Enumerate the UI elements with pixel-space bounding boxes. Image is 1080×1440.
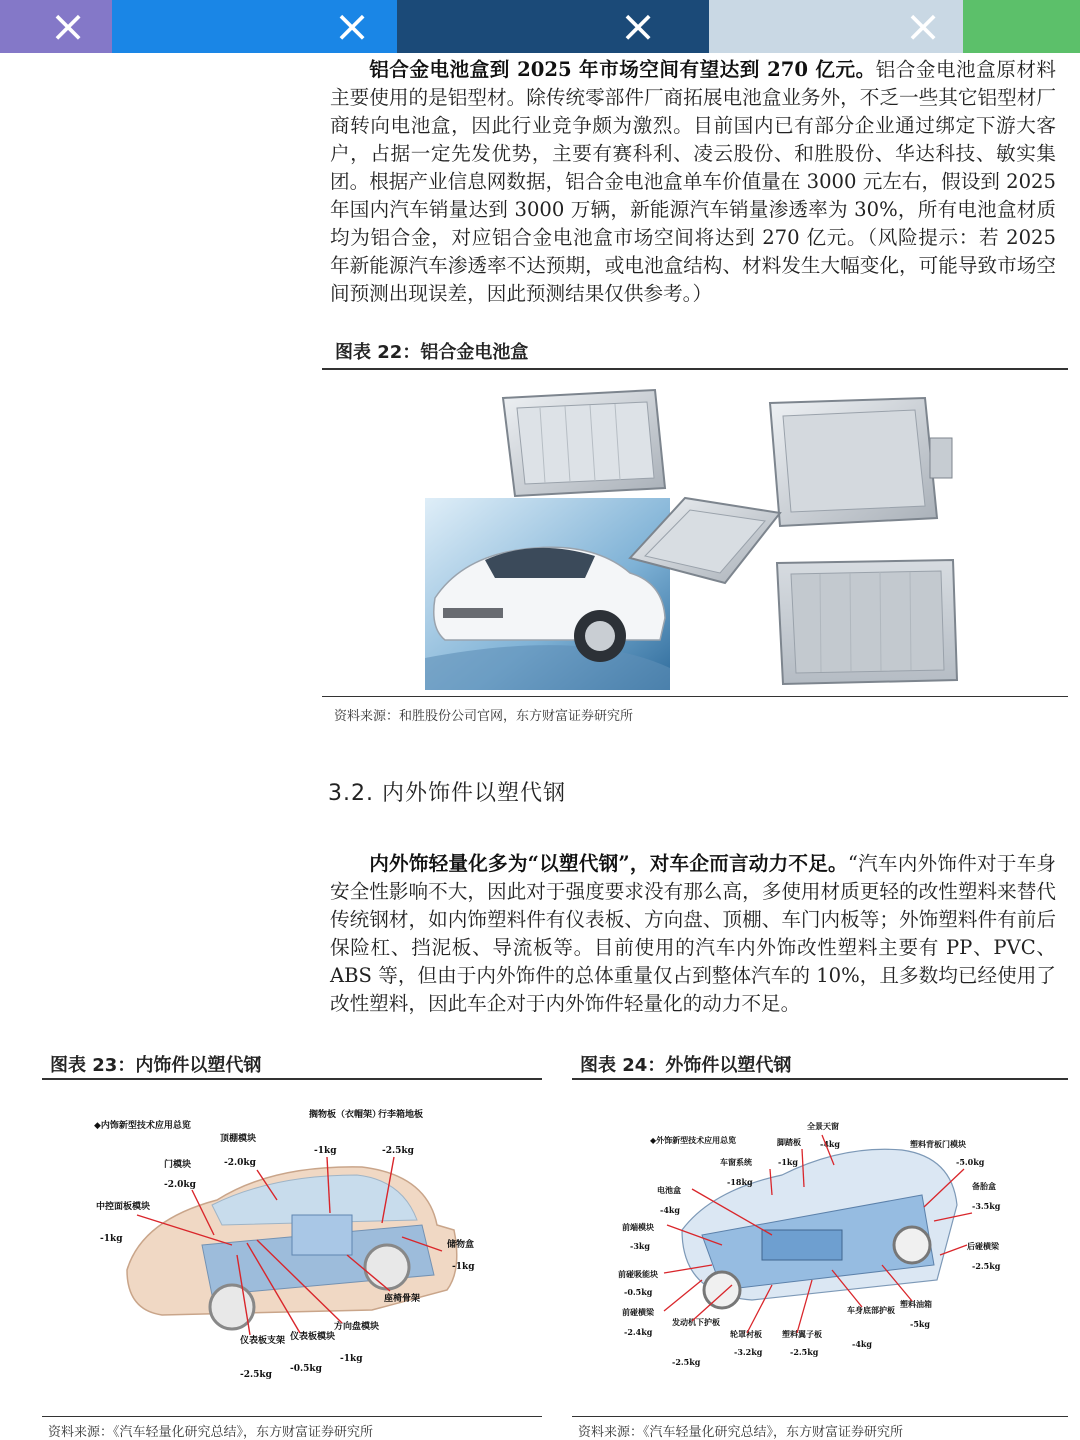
diagram-value: -2.0kg	[164, 1180, 196, 1190]
diagram-value: -2.5kg	[672, 1357, 701, 1367]
diagram-label: 搁物板（衣帽架）	[309, 1110, 382, 1120]
close-icon[interactable]: ×	[904, 0, 942, 52]
diagram-label: 全景天窗	[807, 1121, 839, 1131]
diagram-label: 前碰横梁	[622, 1307, 654, 1317]
diagram-label: 车身底部护板	[847, 1305, 895, 1315]
divider	[42, 1078, 542, 1080]
figure-23-source: 资料来源：《汽车轻量化研究总结》，东方财富证券研究所	[48, 1425, 374, 1440]
diagram-value: -5kg	[910, 1319, 931, 1329]
diagram-label: 后碰横梁	[967, 1241, 999, 1251]
close-icon[interactable]: ×	[333, 0, 371, 52]
diagram-value: -3kg	[630, 1241, 651, 1251]
diagram-label: 发动机下护板	[672, 1317, 720, 1327]
diagram-label: 仪表板模块	[290, 1332, 336, 1342]
divider	[572, 1416, 1068, 1417]
figure-23-title: 图表 23：内饰件以塑代钢	[50, 1055, 262, 1076]
tab-bar	[0, 0, 1080, 53]
diagram-label: 塑料背板门模块	[910, 1139, 966, 1149]
diagram-value: -1kg	[314, 1146, 337, 1156]
diagram-value: -5.0kg	[956, 1157, 985, 1167]
diagram-label: 仪表板支架	[240, 1336, 286, 1346]
divider	[572, 1078, 1068, 1080]
close-icon[interactable]: ×	[619, 0, 657, 52]
paragraph-body: 铝合金电池盒原材料主要使用的是铝型材。除传统零部件厂商拓展电池盒业务外，不乏一些其它铝型材厂商转向电池盒，因此行业竞争颇为激烈。目前国内已有部分企业通过绑定下游大客户，占据一定先发优势，主要有赛科利、凌云股份、和胜股份、华达科技、敏实集团。根据产业信息网数据，铝合金电池盒单车价值量在 3000 元左右，假设到 2025 年国内汽车销量达到 3000 万辆，新能源汽车销量渗透率为 30%，所有电池盒材质均为铝合金，对应铝合金电池盒市场空间将达到 270 亿元。（风险提示：若 2025 年新能源汽车渗透率不达预期，或电池盒结构、材料发生大幅变化，可能导致市场空间预测出现误差，因此预测结果仅供参考。）	[330, 58, 1057, 305]
diagram-label: 备胎盒	[972, 1181, 996, 1191]
diagram-label: 行李箱地板	[378, 1110, 424, 1120]
tab-5[interactable]	[963, 0, 1080, 53]
section-title: 3.2. 内外饰件以塑代钢	[328, 781, 566, 806]
diagram-value: -2.0kg	[224, 1158, 256, 1168]
divider	[42, 1416, 542, 1417]
diagram-value: -2.5kg	[382, 1146, 414, 1156]
diagram-label: 电池盒	[657, 1185, 681, 1195]
figure-24-title: 图表 24：外饰件以塑代钢	[580, 1055, 792, 1076]
diagram-heading: ◆内饰新型技术应用总览	[94, 1121, 191, 1131]
paragraph-body: “汽车内外饰件对于车身安全性影响不大，因此对于强度要求没有那么高，多使用材质更轻的改性塑料来替代传统钢材，如内饰塑料件有仪表板、方向盘、顶棚、车门内板等；外饰塑料件有前后保险杠、挡泥板、导流板等。目前使用的汽车内外饰改性塑料主要有 PP、PVC、ABS 等，但由于内外饰件的总体重量仅占到整体汽车的 10%，且多数均已经使用了改性塑料，因此车企对于内外饰件轻量化的动力不足。	[330, 852, 1056, 1015]
divider	[322, 696, 1068, 697]
diagram-label: 车窗系统	[720, 1157, 752, 1167]
diagram-label: 储物盒	[447, 1240, 475, 1250]
diagram-value: -0.5kg	[624, 1287, 653, 1297]
figure-22-title: 图表 22：铝合金电池盒	[335, 342, 529, 363]
paragraph-lead: 铝合金电池盒到 2025 年市场空间有望达到 270 亿元。	[369, 58, 876, 81]
diagram-label: 轮罩衬板	[730, 1329, 762, 1339]
tab-4[interactable]	[709, 0, 963, 53]
diagram-value: -0.5kg	[290, 1364, 322, 1374]
diagram-value: -2.5kg	[972, 1261, 1001, 1271]
divider	[322, 368, 1068, 370]
diagram-value: -1kg	[340, 1354, 363, 1364]
diagram-value: -4kg	[852, 1339, 873, 1349]
diagram-value: -1kg	[452, 1262, 475, 1272]
paragraph-lead: 内外饰轻量化多为“以塑代钢”，对车企而言动力不足。	[369, 852, 848, 875]
exterior-parts-diagram	[572, 1095, 1068, 1395]
close-icon[interactable]: ×	[49, 0, 87, 52]
figure-24-source: 资料来源：《汽车轻量化研究总结》，东方财富证券研究所	[578, 1425, 904, 1440]
tab-3[interactable]	[397, 0, 709, 53]
diagram-label: 前端模块	[622, 1222, 654, 1232]
diagram-value: -2.5kg	[790, 1347, 819, 1357]
diagram-label: 座椅骨架	[384, 1294, 421, 1304]
paragraph-battery-box	[330, 56, 1056, 308]
diagram-label: 塑料翼子板	[782, 1329, 822, 1339]
diagram-value: -1kg	[778, 1157, 799, 1167]
diagram-value: -4kg	[820, 1139, 841, 1149]
diagram-heading: ◆外饰新型技术应用总览	[650, 1135, 737, 1145]
battery-box-image	[425, 378, 961, 690]
diagram-value: -3.5kg	[972, 1201, 1001, 1211]
diagram-value: -3.2kg	[734, 1347, 763, 1357]
interior-parts-diagram	[42, 1095, 542, 1395]
diagram-label: 顶棚模块	[220, 1134, 257, 1144]
diagram-value: -2.4kg	[624, 1327, 653, 1337]
tab-2[interactable]	[112, 0, 397, 53]
diagram-value: -4kg	[660, 1205, 681, 1215]
diagram-label: 中控面板模块	[96, 1202, 151, 1212]
diagram-label: 脚踏板	[777, 1137, 801, 1147]
diagram-label: 门模块	[164, 1160, 192, 1170]
diagram-label: 塑料油箱	[900, 1299, 932, 1309]
diagram-value: -2.5kg	[240, 1370, 272, 1380]
diagram-label: 前碰吸能块	[618, 1269, 658, 1279]
figure-22-source: 资料来源：和胜股份公司官网，东方财富证券研究所	[334, 709, 634, 724]
diagram-label: 方向盘模块	[334, 1322, 380, 1332]
tab-1[interactable]	[0, 0, 112, 53]
paragraph-interior-exterior	[330, 850, 1056, 1018]
diagram-value: -1kg	[100, 1234, 123, 1244]
diagram-value: -18kg	[727, 1177, 753, 1187]
